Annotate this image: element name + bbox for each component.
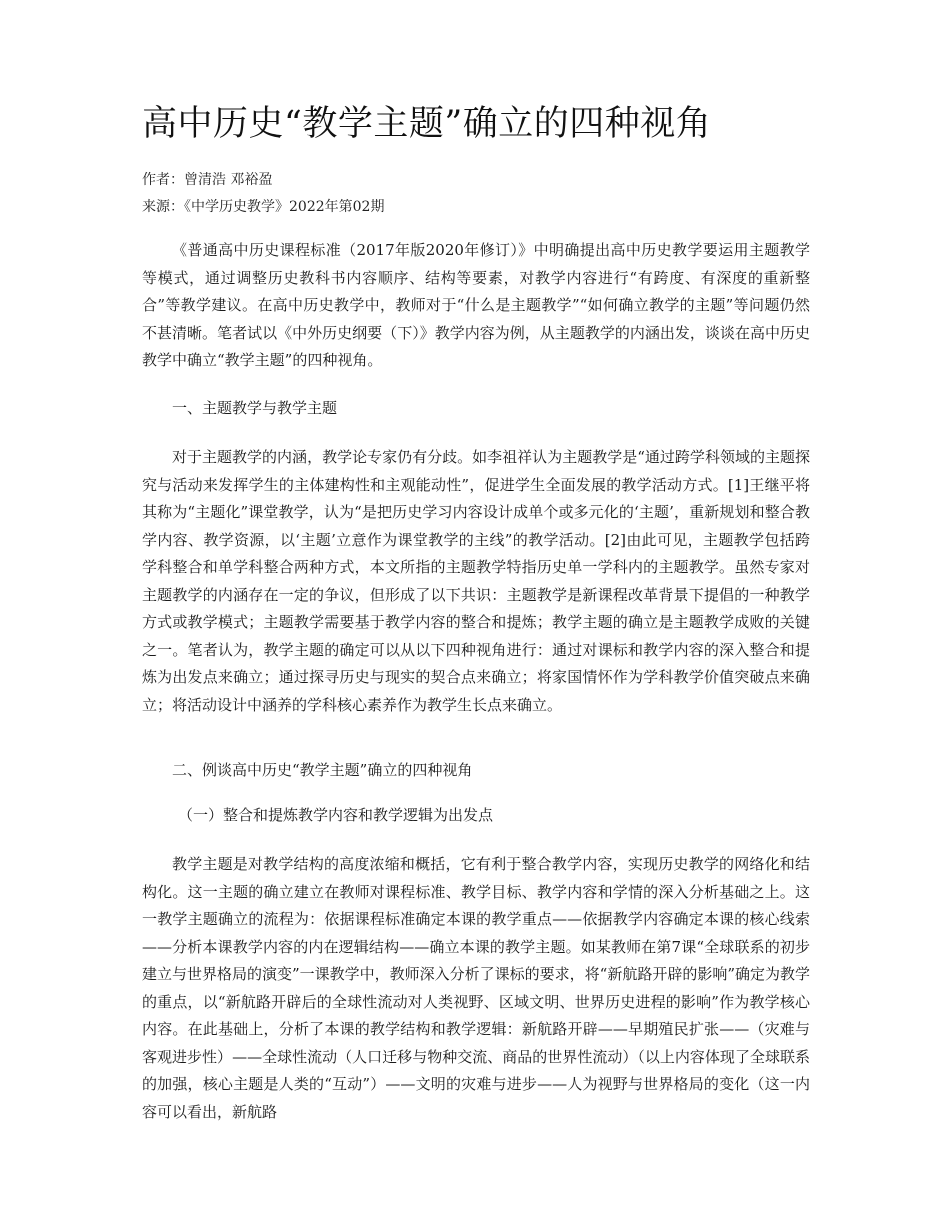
section-1-heading: 一、主题教学与教学主题 (172, 399, 338, 417)
section-2-1-paragraph: 教学主题是对教学结构的高度浓缩和概括，它有利于整合教学内容，实现历史教学的网络化和结构化。这一主题的确立建立在教师对课程标准、教学目标、教学内容和学情的深入分析基础之上。这一教学主题确立的流程为：依据课程标准确定本课的教学重点——依据教学内容确定本课的核心线索——分析本课教学内容的内在逻辑结构——确立本课的教学主题。如某教师在第7课“全球联系的初步建立与世界格局的演变”一课教学中，教师深入分析了课标的要求，将“新航路开辟的影响”确定为教学的重点，以“新航路开辟后的全球性流动对人类视野、区域文明、世界历史进程的影响”作为教学核心内容。在此基础上，分析了本课的教学结构和教学逻辑：新航路开辟——早期殖民扩张——（灾难与客观进步性）——全球性流动（人口迁移与物种交流、商品的世界性流动）（以上内容体现了全球联系的加强，核心主题是人类的“互动”）——文明的灾难与进步——人为视野与世界格局的变化（这一内容可以看出，新航路 (142, 855, 811, 1121)
article-title: 高中历史“教学主题”确立的四种视角 (142, 104, 712, 144)
article-source: 来源：《中学历史教学》2022年第02期 (142, 199, 385, 215)
section-2-heading: 二、例谈高中历史“教学主题”确立的四种视角 (172, 761, 473, 779)
intro-paragraph: 《普通高中历史课程标准（2017年版2020年修订）》中明确提出高中历史教学要运用主题教学等模式，通过调整历史教科书内容顺序、结构等要素，对教学内容进行“有跨度、有深度的重新整合”等教学建议。在高中历史教学中，教师对于“什么是主题教学”“如何确立教学的主题”等问题仍然不甚清晰。笔者试以《中外历史纲要（下）》教学内容为例，从主题教学的内涵出发，谈谈在高中历史教学中确立“教学主题”的四种视角。 (142, 241, 810, 369)
section-2-1-heading: （一）整合和提炼教学内容和教学逻辑为出发点 (178, 806, 494, 824)
section-1-paragraph: 对于主题教学的内涵，教学论专家仍有分歧。如李祖祥认为主题教学是“通过跨学科领域的主题探究与活动来发挥学生的主体建构性和主观能动性”，促进学生全面发展的教学活动方式。[1]王继平将其称为“主题化”课堂教学，认为“是把历史学习内容设计成单个或多元化的‘主题’，重新规划和整合教学内容、教学资源，以‘主题’立意作为课堂教学的主线”的教学活动。[2]由此可见，主题教学包括跨学科整合和单学科整合两种方式，本文所指的主题教学特指历史单一学科内的主题教学。虽然专家对主题教学的内涵存在一定的争议，但形成了以下共识：主题教学是新课程改革背景下提倡的一种教学方式或教学模式；主题教学需要基于教学内容的整合和提炼；教学主题的确立是主题教学成败的关键之一。笔者认为，教学主题的确定可以从以下四种视角进行：通过对课标和教学内容的深入整合和提炼为出发点来确立；通过探寻历史与现实的契合点来确立；将家国情怀作为学科教学价值突破点来确立；将活动设计中涵养的学科核心素养作为教学生长点来确立。 (142, 448, 810, 714)
article-authors: 作者：曾清浩 邓裕盈 (142, 172, 273, 188)
